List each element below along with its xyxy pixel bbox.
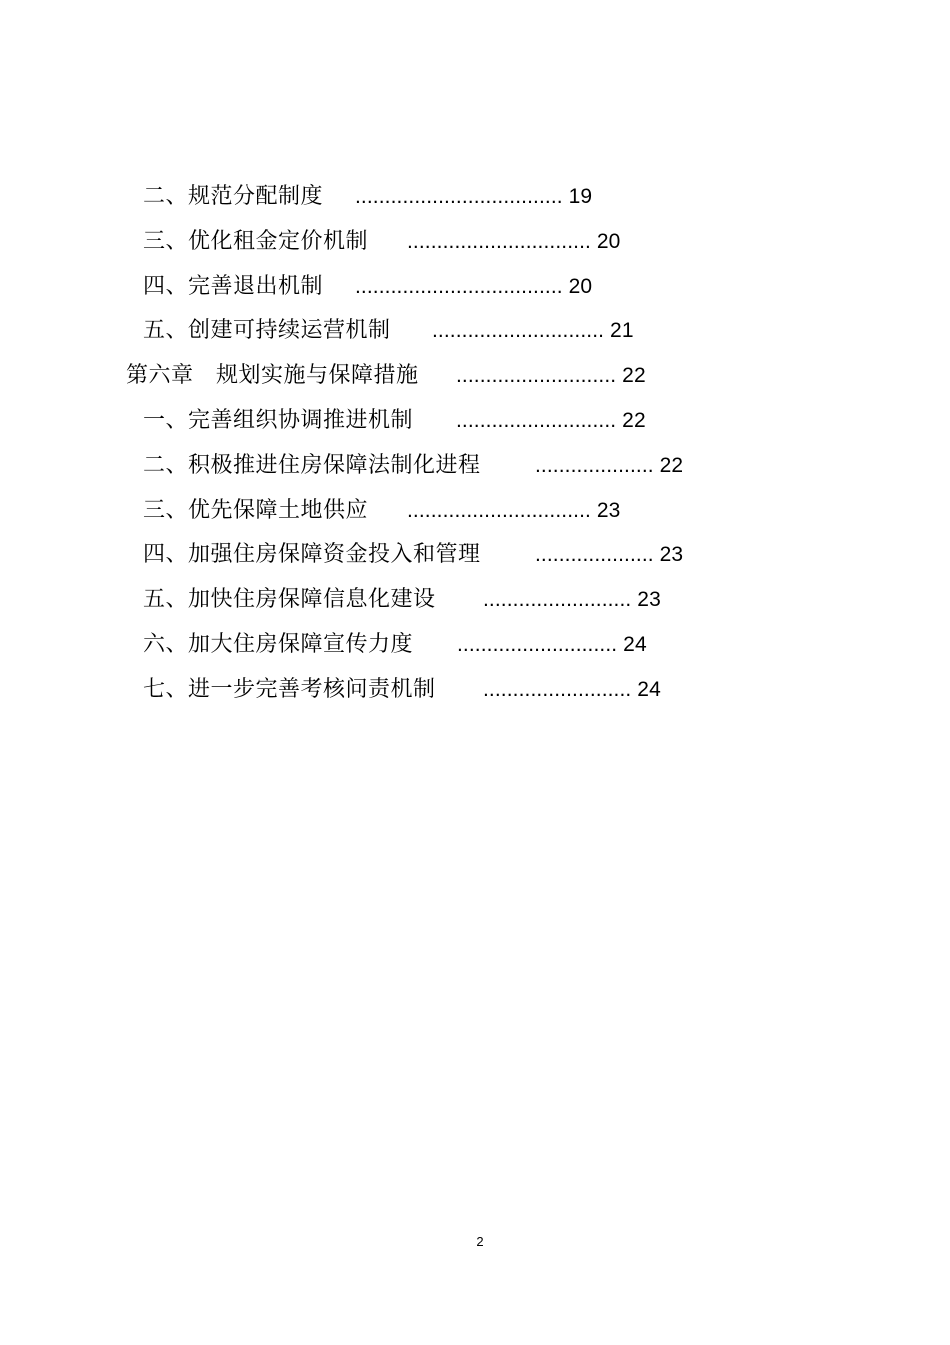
toc-entry-title: 二、规范分配制度: [143, 184, 324, 209]
toc-entry-leader-page: ............................... 20: [407, 230, 621, 253]
toc-entry-leader-page: .................... 22: [535, 454, 684, 477]
toc-entry-title: 四、完善退出机制: [143, 274, 324, 299]
toc-entry-title: 五、创建可持续运营机制: [143, 318, 391, 343]
toc-entry-title: 三、优先保障土地供应: [143, 498, 369, 523]
toc-entry-leader-page: .................... 23: [535, 543, 684, 566]
toc-entry-leader-page: ......................... 23: [483, 588, 661, 611]
toc-entry-title: 六、加大住房保障宣传力度: [143, 632, 414, 657]
toc-entry-leader-page: ........................... 24: [457, 633, 647, 656]
toc-entry-leader-page: ................................... 20: [355, 275, 593, 298]
toc-entry-leader-page: ........................... 22: [456, 364, 646, 387]
toc-entry-leader-page: ........................... 22: [456, 409, 646, 432]
toc-entry-title: 二、积极推进住房保障法制化进程: [143, 453, 481, 478]
toc-entry-title: 七、进一步完善考核问责机制: [143, 677, 436, 702]
toc-entry-title: 五、加快住房保障信息化建设: [143, 587, 436, 612]
toc-entry-title: 三、优化租金定价机制: [143, 229, 369, 254]
page-number: 2: [476, 1234, 484, 1249]
toc-entry-leader-page: ......................... 24: [483, 678, 661, 701]
toc-entry-leader-page: ............................... 23: [407, 499, 621, 522]
toc-chapter-title: 第六章 规划实施与保障措施: [126, 363, 419, 388]
toc-entry-title: 四、加强住房保障资金投入和管理: [143, 542, 481, 567]
toc-entry-title: 一、完善组织协调推进机制: [143, 408, 414, 433]
toc-entry-leader-page: ............................. 21: [432, 319, 634, 342]
toc-entry-leader-page: ................................... 19: [355, 185, 593, 208]
